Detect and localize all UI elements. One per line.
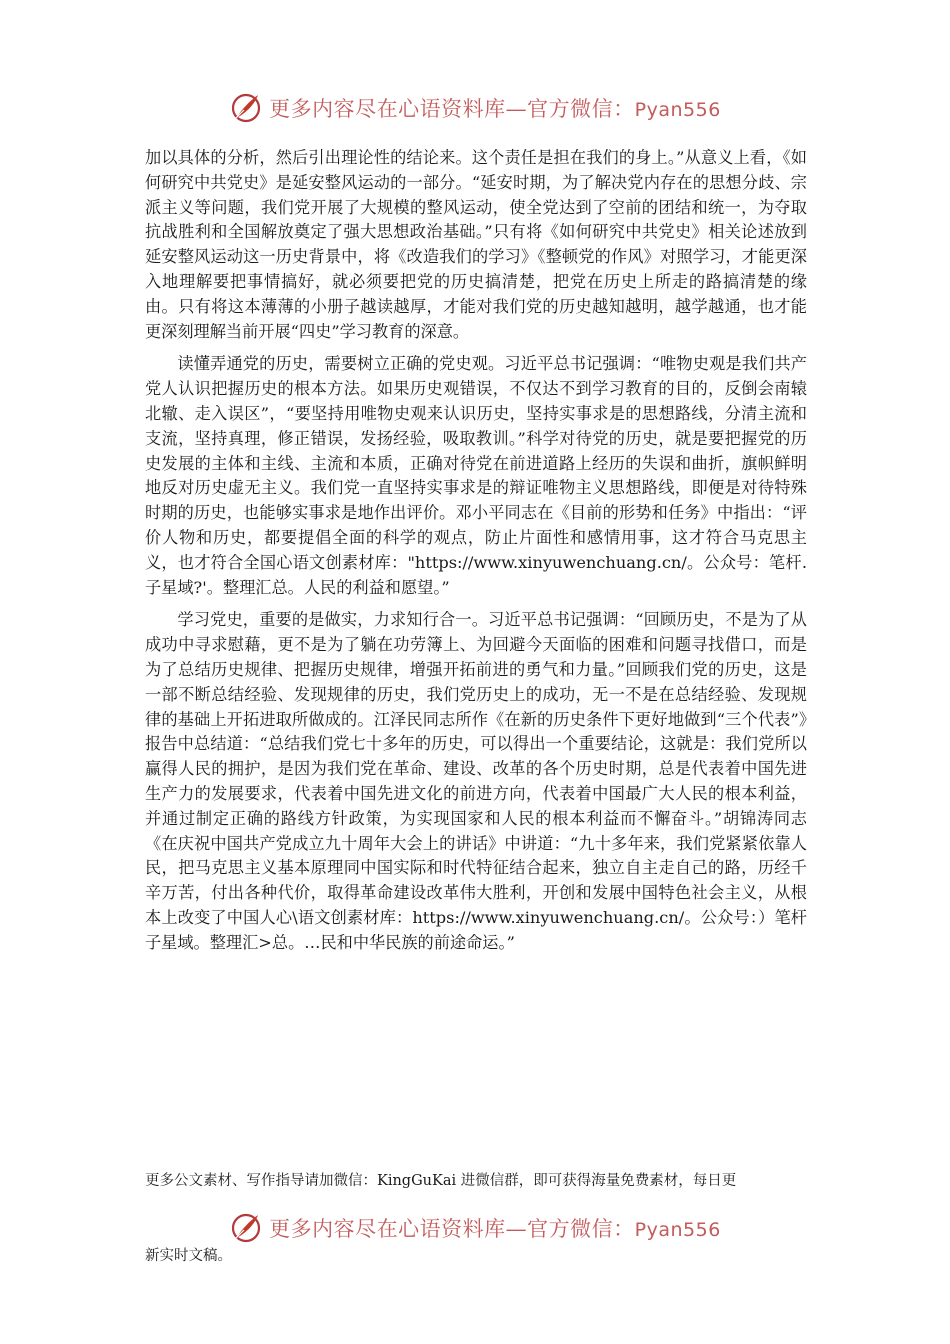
paragraph-3: 学习党史，重要的是做实，力求知行合一。习近平总书记强调：“回顾历史，不是为了从成功中寻求慰藉，更不是为了躺在功劳簿上、为回避今天面临的困难和问题寻找借口，而是为了总结历史规律、把握历史规律，增强开拓前进的勇气和力量。”回顾我们党的历史，这是一部不断总结经验、发现规律的历史，我们党历史上的成功，无一不是在总结经验、发现规律的基础上开拓进取所做成的。江泽民同志所作《在新的历史条件下更好地做到“三个代表”》报告中总结道：“总结我们党七十多年的历史，可以得出一个重要结论，这就是：我们党所以赢得人民的拥护，是因为我们党在革命、建设、改革的各个历史时期，总是代表着中国先进生产力的发展要求，代表着中国先进文化的前进方向，代表着中国最广大人民的根本利益，并通过制定正确的路线方针政策，为实现国家和人民的根本利益而不懈奋斗。”胡锦涛同志《在庆祝中国共产党成立九十周年大会上的讲话》中讲道：“九十多年来，我们党紧紧依靠人民，把马克思主义基本原理同中国实际和时代特征结合起来，独立自主走自己的路，历经千辛万苦，付出各种代价，取得革命建设改革伟大胜利，开创和发展中国特色社会主义，从根本上改变了中国人心\语文创素材库：https://www.xinyuwenchuang.cn/。公众号：）笔杆子星域。整理汇>总。…民和中华民族的前途命运。” [145,610,807,952]
watermark-footer [0,1208,950,1248]
watermark-footer-text [269,1213,721,1243]
watermark-wechat-id: Pyan556 [634,99,721,121]
quill-logo-icon [229,91,263,125]
document-body [145,146,807,964]
paragraph-1: 加以具体的分析，然后引出理论性的结论来。这个责任是担在我们的身上。”从意义上看，《如何研究中共党史》是延安整风运动的一部分。“延安时期，为了解决党内存在的思想分歧、宗派主义等问题，我们党开展了大规模的整风运动，使全党达到了空前的团结和统一，为夺取抗战胜利和全国解放奠定了强大思想政治基础。”只有将《如何研究中共党史》相关论述放到延安整风运动这一历史背景中，将《改造我们的学习》《整顿党的作风》对照学习，才能更深入地理解要把事情搞好，就必须要把党的历史搞清楚，把党在历史上所走的路搞清楚的缘由。只有将这本薄薄的小册子越读越厚，才能对我们党的历史越知越明，越学越通，也才能更深刻理解当前开展“四史”学习教育的深意。 [145,148,807,341]
quill-logo-icon [229,1211,263,1245]
footer-note: 更多公文素材、写作指导请加微信：KingGuKai 进微信群，即可获得海量免费素材，每日更 [145,1173,737,1189]
footer-tail: 新实时文稿。 [145,1248,232,1264]
watermark-inner [229,91,721,125]
watermark-text [269,93,721,123]
watermark-footer-inner [229,1211,721,1245]
paragraph-2: 读懂弄通党的历史，需要树立正确的党史观。习近平总书记强调：“唯物史观是我们共产党人认识把握历史的根本方法。如果历史观错误，不仅达不到学习教育的目的，反倒会南辕北辙、走入误区”，“要坚持用唯物史观来认识历史，坚持实事求是的思想路线，分清主流和支流，坚持真理，修正错误，发扬经验，吸取教训。”科学对待党的历史，就是要把握党的历史发展的主体和主线、主流和本质，正确对待党在前进道路上经历的失误和曲折，旗帜鲜明地反对历史虚无主义。我们党一直坚持实事求是的辩证唯物主义思想路线，即便是对待特殊时期的历史，也能够实事求是地作出评价。邓小平同志在《目前的形势和任务》中指出：“评价人物和历史，都要提倡全面的科学的观点，防止片面性和感情用事，这才符合马克思主义，也才符合全国心语文创素材库："https://www.xinyuwenchuang.cn/。公众号：笔杆.子星域?'。整理汇总。人民的利益和愿望。” [145,354,807,597]
watermark-header [0,88,950,128]
watermark-title: 更多内容尽在心语资料库—官方微信： [269,97,635,121]
watermark-footer-wechat-id: Pyan556 [634,1219,721,1241]
watermark-footer-title: 更多内容尽在心语资料库—官方微信： [269,1217,635,1241]
